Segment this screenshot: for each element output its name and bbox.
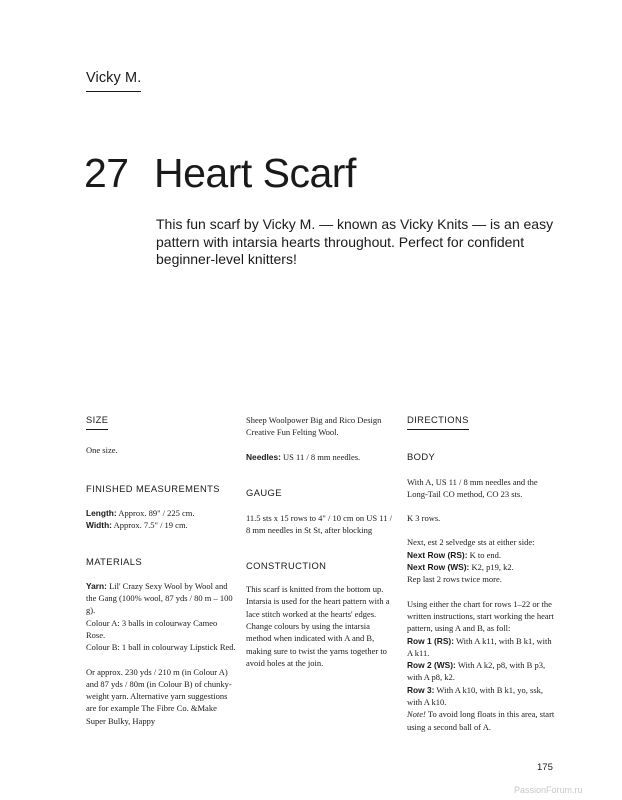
length-value: Approx. 89" / 225 cm. bbox=[116, 507, 195, 518]
next-row-ws-label: Next Row (WS): bbox=[407, 562, 470, 573]
needles-line bbox=[246, 451, 396, 463]
size-text: One size. bbox=[86, 445, 118, 456]
k3-text: K 3 rows. bbox=[407, 513, 441, 524]
materials-heading: MATERIALS bbox=[86, 556, 143, 568]
yarn-label: Yarn: bbox=[86, 580, 107, 591]
author-byline: Vicky M. bbox=[86, 70, 141, 92]
alt-yarn-text: Or approx. 230 yds / 210 m (in Colour A) and 87 yds / 80m (in Colour B) of chunky-weight yarn. Alternative yarn suggestions are for example The Fibre Co. &Make Super Bulky, Happy bbox=[86, 666, 232, 726]
row-1-line bbox=[407, 635, 557, 660]
construction-text: This scarf is knitted from the bottom up. Intarsia is used for the heart pattern with a lace stitch worked at the hearts' edges. Change colours by using the intarsia method when indicated with A and B, making sure to twist the yarns together to avoid holes at the join. bbox=[246, 584, 390, 668]
row-2-line bbox=[407, 659, 557, 684]
next-row-rs-line bbox=[407, 549, 557, 561]
gauge-heading: GAUGE bbox=[246, 486, 282, 498]
chart-intro: Using either the chart for rows 1–22 or the written instructions, start working the heart pattern, using A and B, as foll: bbox=[407, 598, 554, 634]
page-title bbox=[84, 150, 356, 197]
directions-heading: DIRECTIONS bbox=[407, 414, 469, 430]
note-value: To avoid long floats in this area, start using a second ball of A. bbox=[407, 709, 555, 732]
row-1-label: Row 1 (RS): bbox=[407, 635, 454, 646]
materials-continued: Sheep Woolpower Big and Rico Design Creative Fun Felting Wool. bbox=[246, 415, 382, 438]
size-heading: SIZE bbox=[86, 414, 108, 430]
body-heading: BODY bbox=[407, 451, 436, 463]
pattern-number: 27 bbox=[84, 150, 129, 196]
body-text: With A, US 11 / 8 mm needles and the Long-Tail CO method, CO 23 sts. bbox=[407, 476, 538, 499]
column-1 bbox=[86, 414, 236, 727]
length-line bbox=[86, 507, 236, 519]
colour-b-text: Colour B: 1 ball in colourway Lipstick Red. bbox=[86, 642, 236, 653]
row-3-value: With A k10, with B k1, yo, ssk, with A k10. bbox=[407, 684, 544, 708]
width-line bbox=[86, 519, 236, 531]
gauge-text: 11.5 sts x 15 rows to 4" / 10 cm on US 11 / 8 mm needles in St St, after blocking bbox=[246, 513, 392, 536]
width-label: Width: bbox=[86, 520, 112, 531]
row-3-label: Row 3: bbox=[407, 684, 435, 695]
intro-paragraph: This fun scarf by Vicky M. — known as Vicky Knits — is an easy pattern with intarsia hearts throughout. Perfect for confident beginner-level knitters! bbox=[156, 216, 554, 267]
row-1-value: With A k11, with B k1, with A k11. bbox=[407, 635, 552, 658]
row-2-value: With A k2, p8, with B p3, with A p8, k2. bbox=[407, 660, 546, 683]
page-number: 175 bbox=[537, 762, 553, 773]
needles-label: Needles: bbox=[246, 451, 281, 462]
colour-a-text: Colour A: 3 balls in colourway Cameo Rose. bbox=[86, 617, 218, 640]
next-row-ws-value: K2, p19, k2. bbox=[469, 562, 514, 573]
note-label: Note! bbox=[407, 709, 426, 720]
construction-heading: CONSTRUCTION bbox=[246, 559, 327, 571]
next-row-ws-line bbox=[407, 561, 557, 573]
finished-measurements-heading: FINISHED MEASUREMENTS bbox=[86, 482, 220, 494]
next-row-rs-label: Next Row (RS): bbox=[407, 549, 468, 560]
watermark-text: PassionForum.ru bbox=[514, 785, 583, 795]
needles-value: US 11 / 8 mm needles. bbox=[280, 451, 361, 462]
note-line bbox=[407, 708, 557, 733]
row-3-line bbox=[407, 684, 557, 709]
repeat-text: Rep last 2 rows twice more. bbox=[407, 574, 502, 585]
row-2-label: Row 2 (WS): bbox=[407, 660, 456, 671]
yarn-line bbox=[86, 580, 236, 617]
next-row-rs-value: K to end. bbox=[467, 549, 502, 560]
column-2 bbox=[246, 414, 396, 669]
yarn-value: Lil' Crazy Sexy Wool by Wool and the Gang (100% wool, 87 yds / 80 m – 100 g). bbox=[86, 580, 233, 616]
length-label: Length: bbox=[86, 507, 117, 518]
width-value: Approx. 7.5" / 19 cm. bbox=[111, 520, 188, 531]
column-3 bbox=[407, 414, 557, 733]
selvedge-intro: Next, est 2 selvedge sts at either side: bbox=[407, 537, 535, 548]
pattern-title: Heart Scarf bbox=[154, 150, 356, 196]
